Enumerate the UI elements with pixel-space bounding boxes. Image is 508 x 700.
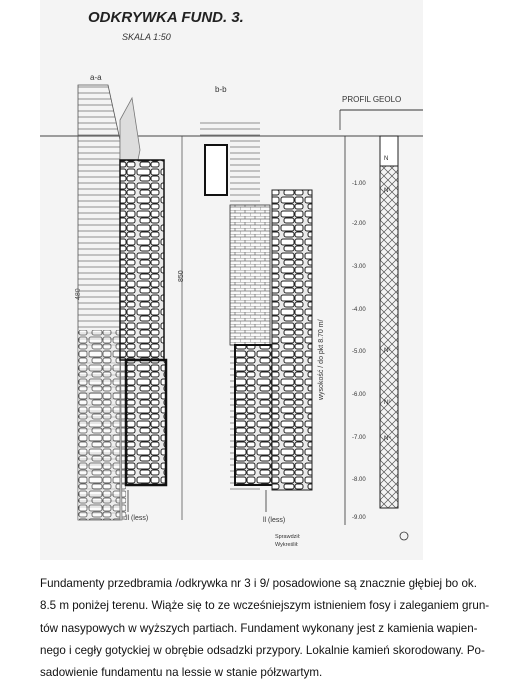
- geology-profile: [340, 110, 423, 525]
- left-height-label: 480: [75, 288, 82, 300]
- depth-tick: -2.00: [352, 221, 366, 227]
- signature-line: Wykreślił:: [275, 542, 299, 548]
- drawing-title: ODKRYWKA FUND. 3.: [88, 9, 244, 26]
- profile-label: PROFIL GEOLO: [342, 95, 402, 104]
- layer-label: N⁴: [384, 436, 391, 442]
- section-a-label: a-a: [90, 73, 102, 82]
- layer-label: N¹: [384, 188, 391, 194]
- depth-tick: -5.00: [352, 349, 366, 355]
- north-marker: [400, 532, 408, 540]
- depth-tick: -1.00: [352, 181, 366, 187]
- signature-line: Sprawdził:: [275, 534, 301, 540]
- depth-tick: -8.00: [352, 477, 366, 483]
- depth-tick: -4.00: [352, 307, 366, 313]
- vertical-note: wysokość / do pkt 8.70 m/: [318, 319, 325, 400]
- caption-line: 8.5 m poniżej terenu. Wiąże się to ze wcześniejszym istnieniem fosy i zaleganiem grun-: [40, 599, 490, 613]
- section-b: [200, 120, 312, 524]
- layer-label: N: [384, 156, 389, 162]
- section-a: [75, 85, 166, 522]
- caption-line: nego i cegły gotyckiej w obrębie odsadzki przypory. Lokalnie kamień skorodowany. Po-: [40, 643, 485, 657]
- drawing-canvas: [40, 0, 423, 560]
- section-b-label: b-b: [215, 85, 227, 94]
- center-height-label: 850: [178, 270, 185, 282]
- caption-line: sadowienie fundamentu na lessie w stanie półzwartym.: [40, 666, 323, 680]
- drawing-scale: SKALA 1:50: [122, 32, 171, 42]
- caption: [40, 573, 502, 684]
- depth-tick: -6.00: [352, 392, 366, 398]
- depth-tick: -7.00: [352, 435, 366, 441]
- archaeological-drawing: [40, 0, 423, 560]
- depth-tick: -9.00: [352, 515, 366, 521]
- right-bottom-label: ll (less): [263, 517, 286, 524]
- layer-label: N²: [384, 348, 391, 354]
- left-bottom-label: ll (less): [126, 515, 149, 522]
- signature-block: [275, 532, 408, 548]
- depth-tick: -3.00: [352, 264, 366, 270]
- caption-line: tów nasypowych w wyższych partiach. Fundament wykonany jest z kamienia wapien-: [40, 621, 478, 635]
- layer-label: N³: [384, 400, 391, 406]
- caption-line: Fundamenty przedbramia /odkrywka nr 3 i 9/ posadowione są znacznie głębiej bo ok.: [40, 577, 477, 590]
- depth-ticks: [352, 181, 366, 521]
